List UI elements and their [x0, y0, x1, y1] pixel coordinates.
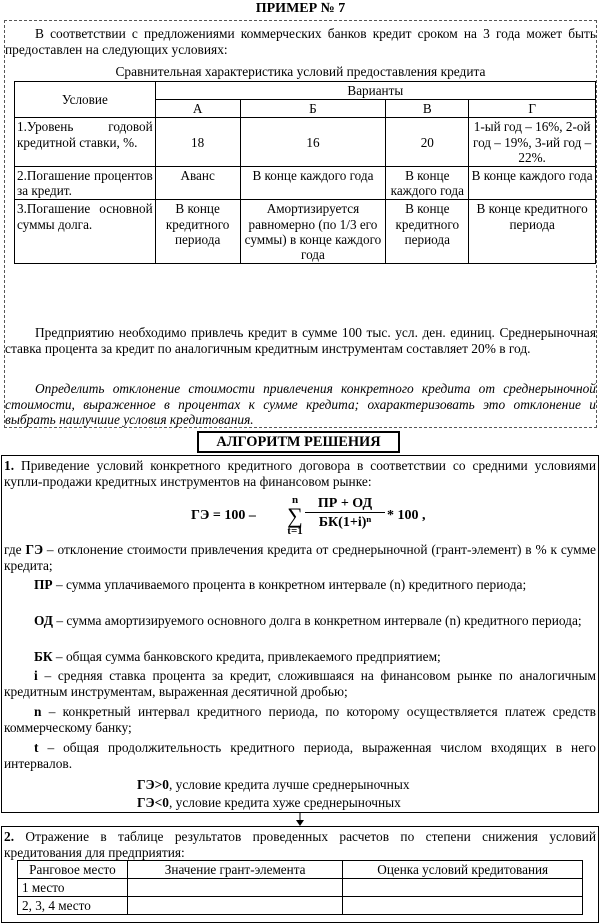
row-label: 1.Уровень годовой кредитной ставки, %.	[15, 118, 156, 167]
condition-negative	[137, 795, 537, 811]
table-cell	[127, 879, 343, 897]
def-pr	[4, 577, 596, 593]
header-grant-value: Значение грант-элемента	[127, 861, 343, 879]
table-cell: 16	[240, 118, 386, 167]
formula-denominator: БК(1+i)ⁿ	[318, 515, 372, 530]
step1-text	[4, 458, 596, 489]
table-cell	[343, 897, 583, 915]
formula-sum	[283, 495, 307, 537]
table-cell: 2, 3, 4 место	[18, 897, 128, 915]
table-cell	[343, 879, 583, 897]
table-cell: 18	[155, 118, 240, 167]
def-text: – сумма амортизируемого основного долга в конкретном интервале (n) кредитного периода;	[56, 613, 582, 628]
table-cell: В конце каждого года	[240, 167, 386, 200]
table-cell: В конце каждого года	[386, 167, 469, 200]
table-cell: В конце кредитного периода	[155, 200, 240, 264]
table-cell: В конце кредитного периода	[386, 200, 469, 264]
table-cell: Амортизируется равномерно (по 1/3 его суммы) в конце каждого года	[240, 200, 386, 264]
header-rank: Ранговое место	[18, 861, 128, 879]
table-caption: Сравнительная характеристика условий предоставления кредита	[115, 64, 486, 79]
table-row	[18, 897, 583, 915]
sum-lower-limit: t=1	[287, 525, 303, 537]
intro-text: В соответствии с предложениями коммерческих банков кредит сроком на 3 года может быть предоставлен на следующих условиях:	[5, 26, 596, 57]
def-text: – средняя ставка процента за кредит, сложившаяся на финансовом рынке по аналогичным кредитным инструментам, выраженная десятичной дробью;	[4, 668, 596, 699]
def-term: ПР	[34, 577, 53, 592]
table-cell	[127, 897, 343, 915]
results-table	[17, 860, 583, 915]
table-cell: В конце кредитного периода	[469, 200, 596, 264]
def-text: – конкретный интервал кредитного периода, по которому осуществляется платеж средств коммерческому банку;	[4, 704, 596, 735]
def-term: БК	[34, 649, 53, 664]
variant-d: Г	[469, 100, 596, 118]
step2-text	[4, 829, 596, 860]
condition-text: , условие кредита хуже среднерыночных	[168, 795, 401, 810]
table-cell: 1-ый год – 16%, 2-ой год – 19%, 3-ий год – 22%.	[469, 118, 596, 167]
def-term: t	[34, 740, 39, 755]
step2-description: Отражение в таблице результатов проведенных расчетов по степени снижения условий кредитования для предприятия:	[4, 829, 596, 860]
table-row	[15, 167, 596, 200]
header-variants: Варианты	[155, 82, 595, 100]
condition-term: ГЭ<0	[137, 795, 169, 810]
def-ge	[4, 542, 596, 573]
variant-c: В	[386, 100, 469, 118]
variant-a: А	[155, 100, 240, 118]
condition-positive	[137, 777, 537, 793]
comparison-table	[14, 81, 596, 264]
def-term: n	[34, 704, 42, 719]
def-bk	[4, 649, 596, 665]
task-text: Предприятию необходимо привлечь кредит в сумме 100 тыс. усл. ден. единиц. Среднерыночная ставка процента за кредит по аналогичным кредитным инструментам составляет 20% в год.	[5, 325, 596, 356]
step1-number: 1.	[4, 458, 15, 473]
def-text: – сумма уплачиваемого процента в конкретном интервале (n) кредитного периода;	[55, 577, 527, 592]
variant-b: Б	[240, 100, 386, 118]
table-cell: 1 место	[18, 879, 128, 897]
where-prefix: где	[4, 542, 22, 557]
table-row	[15, 118, 596, 167]
header-assessment: Оценка условий кредитования	[343, 861, 583, 879]
def-t	[4, 740, 596, 771]
algorithm-heading: АЛГОРИТМ РЕШЕНИЯ	[197, 431, 400, 453]
table-row	[15, 200, 596, 264]
def-text: – общая продолжительность кредитного периода, выраженная числом входящих в него интервалов.	[4, 740, 596, 771]
table-cell: Аванс	[155, 167, 240, 200]
def-term: i	[34, 668, 38, 683]
table-cell: 20	[386, 118, 469, 167]
def-term: ОД	[34, 613, 53, 628]
formula-fraction	[305, 495, 385, 532]
task-goal: Определить отклонение стоимости привлечения конкретного кредита от среднерыночной стоимости, выраженное в процентах к сумме кредита; охарактеризовать это отклонение и выбрать наилучшие условия кредитования.	[5, 381, 596, 427]
def-text: – отклонение стоимости привлечения кредита от среднерыночной (грант-элемент) в % к сумме кредита;	[4, 542, 596, 573]
table-row	[18, 879, 583, 897]
example-title: ПРИМЕР № 7	[255, 1, 346, 16]
table-cell: В конце каждого года	[469, 167, 596, 200]
sum-sign: ∑	[287, 503, 303, 528]
condition-text: , условие кредита лучше среднерыночных	[168, 777, 410, 792]
grant-element-formula	[191, 495, 451, 539]
formula-numerator: ПР + ОД	[305, 495, 385, 513]
condition-term: ГЭ>0	[137, 777, 169, 792]
header-condition: Условие	[15, 82, 156, 118]
row-label: 2.Погашение процентов за кредит.	[15, 167, 156, 200]
results-header-row	[18, 861, 583, 879]
step1-description: Приведение условий конкретного кредитного договора в соответствии со средними условиями купли-продажи кредитных инструментов на финансовом рынке:	[4, 458, 596, 489]
def-text: – общая сумма банковского кредита, привлекаемого предприятием;	[55, 649, 441, 664]
step2-number: 2.	[4, 829, 15, 844]
row-label: 3.Погашение основной суммы долга.	[15, 200, 156, 264]
def-i	[4, 668, 596, 699]
def-n	[4, 704, 596, 735]
formula-lhs: ГЭ = 100 –	[191, 508, 256, 523]
formula-rhs: * 100 ,	[387, 508, 426, 523]
sum-upper-limit: n	[291, 494, 299, 506]
table-header-row	[15, 82, 596, 100]
def-od	[4, 613, 596, 629]
flow-arrow-icon	[296, 813, 304, 826]
def-term: ГЭ	[25, 542, 44, 557]
